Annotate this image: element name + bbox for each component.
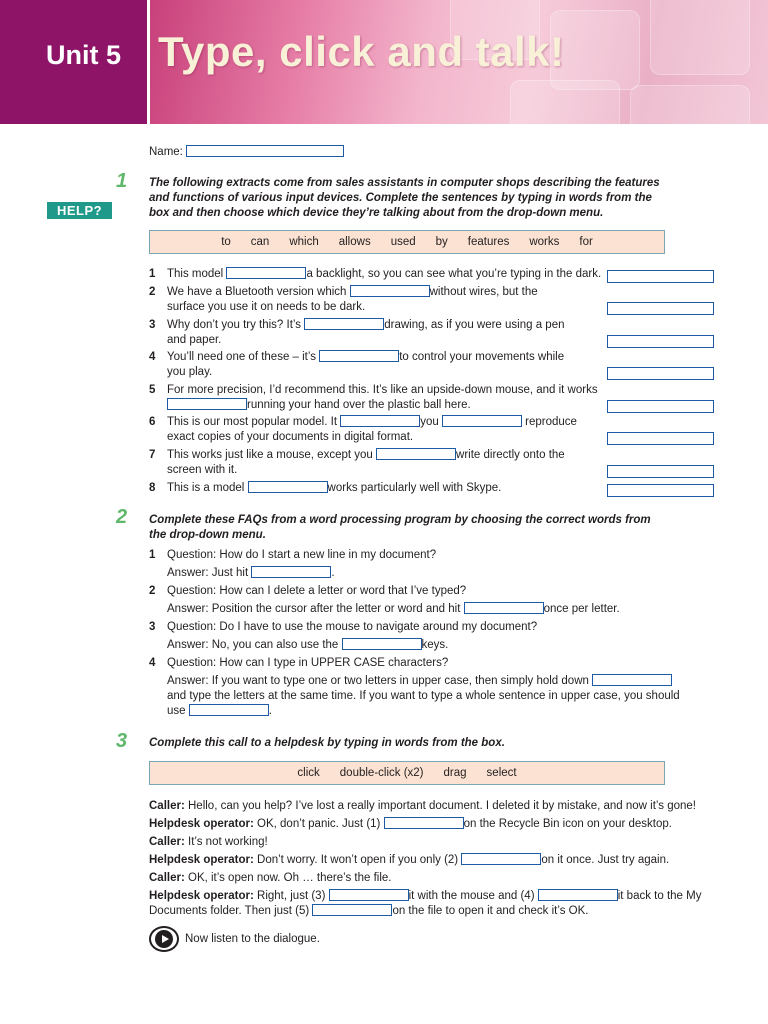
answer-dropdown[interactable]: [592, 674, 672, 686]
word-box: [149, 230, 665, 254]
answer-dropdown[interactable]: [342, 638, 422, 650]
blank-input[interactable]: [304, 318, 384, 330]
word-option: select: [486, 767, 517, 779]
blank-input[interactable]: [384, 817, 464, 829]
blank-input[interactable]: [319, 350, 399, 362]
blank-input[interactable]: [340, 415, 420, 427]
device-dropdown[interactable]: [607, 465, 714, 478]
item-number: 3: [149, 621, 156, 633]
sentence-line: screen with it.: [167, 464, 238, 476]
item-number: 4: [149, 657, 156, 669]
item-number: 6: [149, 416, 156, 428]
exercise-number: 1: [116, 170, 128, 192]
sentence-line: This is our most popular model. It you reproduce: [167, 416, 577, 428]
question-line: Question: How do I start a new line in my document?: [167, 549, 437, 561]
name-input[interactable]: [186, 145, 344, 157]
dialogue-line: Helpdesk operator: OK, don’t panic. Just (1) on the Recycle Bin icon on your desktop.: [149, 818, 672, 830]
word-option: features: [467, 236, 510, 248]
answer-dropdown[interactable]: [189, 704, 269, 716]
page-header: [0, 0, 768, 124]
exercise-number: 2: [116, 506, 128, 528]
keycap-shape: [650, 0, 750, 75]
answer-line: and type the letters at the same time. If you want to type a whole sentence in upper case, you should: [167, 690, 680, 702]
keycap-shape: [630, 85, 750, 124]
item-number: 2: [149, 286, 156, 298]
dialogue-line: Helpdesk operator: Right, just (3) it with the mouse and (4) it back to the My: [149, 890, 702, 902]
item-number: 2: [149, 585, 156, 597]
answer-line: Answer: If you want to type one or two letters in upper case, then simply hold down: [167, 674, 672, 689]
item-number: 1: [149, 549, 156, 561]
instruction-line: The following extracts come from sales assistants in computer shops describing the features: [149, 177, 660, 189]
exercise-instruction: [149, 176, 729, 221]
instruction-line: the drop-down menu.: [149, 529, 266, 541]
answer-line: Answer: Position the cursor after the letter or word and hit once per letter.: [167, 603, 620, 615]
item-number: 8: [149, 482, 156, 494]
word-option: double-click (x2): [339, 767, 424, 779]
word-option: which: [289, 236, 319, 248]
word-option: click: [297, 767, 320, 779]
answer-line: use .: [167, 705, 272, 717]
question-line: Question: How can I delete a letter or word that I’ve typed?: [167, 585, 467, 597]
instruction-line: box and then choose which device they’re talking about from the drop-down menu.: [149, 207, 604, 219]
sentence-line: exact copies of your documents in digital format.: [167, 431, 414, 443]
blank-input[interactable]: [248, 481, 328, 493]
name-label: Name:: [149, 146, 183, 158]
sentence-line: Why don’t you try this? It’s drawing, as if you were using a pen: [167, 319, 565, 331]
exercise-number: 3: [116, 730, 128, 752]
sentence-line: running your hand over the plastic ball here.: [167, 398, 471, 413]
word-option: allows: [338, 236, 371, 248]
unit-label: Unit 5: [46, 40, 122, 70]
blank-input[interactable]: [226, 267, 306, 279]
blank-input[interactable]: [329, 889, 409, 901]
answer-line: Answer: No, you can also use the keys.: [167, 639, 449, 651]
sentence-line: This works just like a mouse, except you write directly onto the: [167, 449, 565, 461]
sentence-line: We have a Bluetooth version which without wires, but the: [167, 286, 538, 298]
exercise-instruction: [149, 513, 729, 543]
sentence-line: you play.: [167, 366, 213, 378]
exercise-instruction: Complete this call to a helpdesk by typing in words from the box.: [149, 737, 505, 749]
device-dropdown[interactable]: [607, 302, 714, 315]
listen-instruction: Now listen to the dialogue.: [185, 933, 320, 945]
device-dropdown[interactable]: [607, 432, 714, 445]
sentence-line: This model a backlight, so you can see what you’re typing in the dark.: [167, 268, 602, 280]
audio-play-icon[interactable]: [149, 926, 179, 952]
keycap-shape: [510, 80, 620, 124]
blank-input[interactable]: [350, 285, 430, 297]
sentence-line: For more precision, I’d recommend this. It’s like an upside-down mouse, and it works: [167, 384, 598, 396]
blank-input[interactable]: [376, 448, 456, 460]
sentence-line: You’ll need one of these – it’s to control your movements while: [167, 351, 565, 363]
help-button[interactable]: HELP?: [47, 202, 112, 219]
blank-input[interactable]: [538, 889, 618, 901]
dialogue-line: Caller: Hello, can you help? I’ve lost a really important document. I deleted it by mistake, and now it’s gone!: [149, 800, 696, 812]
question-line: Question: How can I type in UPPER CASE characters?: [167, 657, 449, 669]
sentence-line: This is a model works particularly well with Skype.: [167, 482, 502, 494]
sentence-line: surface you use it on needs to be dark.: [167, 301, 366, 313]
page-title: Type, click and talk!: [158, 28, 565, 75]
dialogue-line: Caller: OK, it’s open now. Oh … there’s the file.: [149, 872, 392, 884]
word-option: by: [435, 236, 448, 248]
name-row: [149, 145, 344, 158]
item-number: 4: [149, 351, 156, 363]
device-dropdown[interactable]: [607, 270, 714, 283]
answer-line: Answer: Just hit .: [167, 567, 335, 579]
word-option: for: [579, 236, 593, 248]
item-number: 1: [149, 268, 156, 280]
blank-input[interactable]: [312, 904, 392, 916]
device-dropdown[interactable]: [607, 335, 714, 348]
dialogue-line: Helpdesk operator: Don’t worry. It won’t open if you only (2) on it once. Just try again.: [149, 854, 670, 866]
device-dropdown[interactable]: [607, 400, 714, 413]
word-option: drag: [443, 767, 467, 779]
item-number: 5: [149, 384, 156, 396]
blank-input[interactable]: [442, 415, 522, 427]
word-option: to: [221, 236, 231, 248]
item-number: 3: [149, 319, 156, 331]
word-option: can: [250, 236, 270, 248]
word-option: works: [529, 236, 560, 248]
word-box: [149, 761, 665, 785]
blank-input[interactable]: [167, 398, 247, 410]
answer-dropdown[interactable]: [251, 566, 331, 578]
dialogue-line: Caller: It’s not working!: [149, 836, 268, 848]
instruction-line: Complete these FAQs from a word processing program by choosing the correct words from: [149, 514, 651, 526]
device-dropdown[interactable]: [607, 484, 714, 497]
question-line: Question: Do I have to use the mouse to navigate around my document?: [167, 621, 538, 633]
word-option: used: [390, 236, 416, 248]
answer-dropdown[interactable]: [464, 602, 544, 614]
unit-badge: [0, 0, 147, 124]
dialogue-line: Documents folder. Then just (5) on the file to open it and check it’s OK.: [149, 905, 589, 917]
sentence-line: and paper.: [167, 334, 222, 346]
item-number: 7: [149, 449, 156, 461]
instruction-line: and functions of various input devices. Complete the sentences by typing in words from the: [149, 192, 652, 204]
blank-input[interactable]: [461, 853, 541, 865]
device-dropdown[interactable]: [607, 367, 714, 380]
play-icon: [155, 930, 173, 948]
